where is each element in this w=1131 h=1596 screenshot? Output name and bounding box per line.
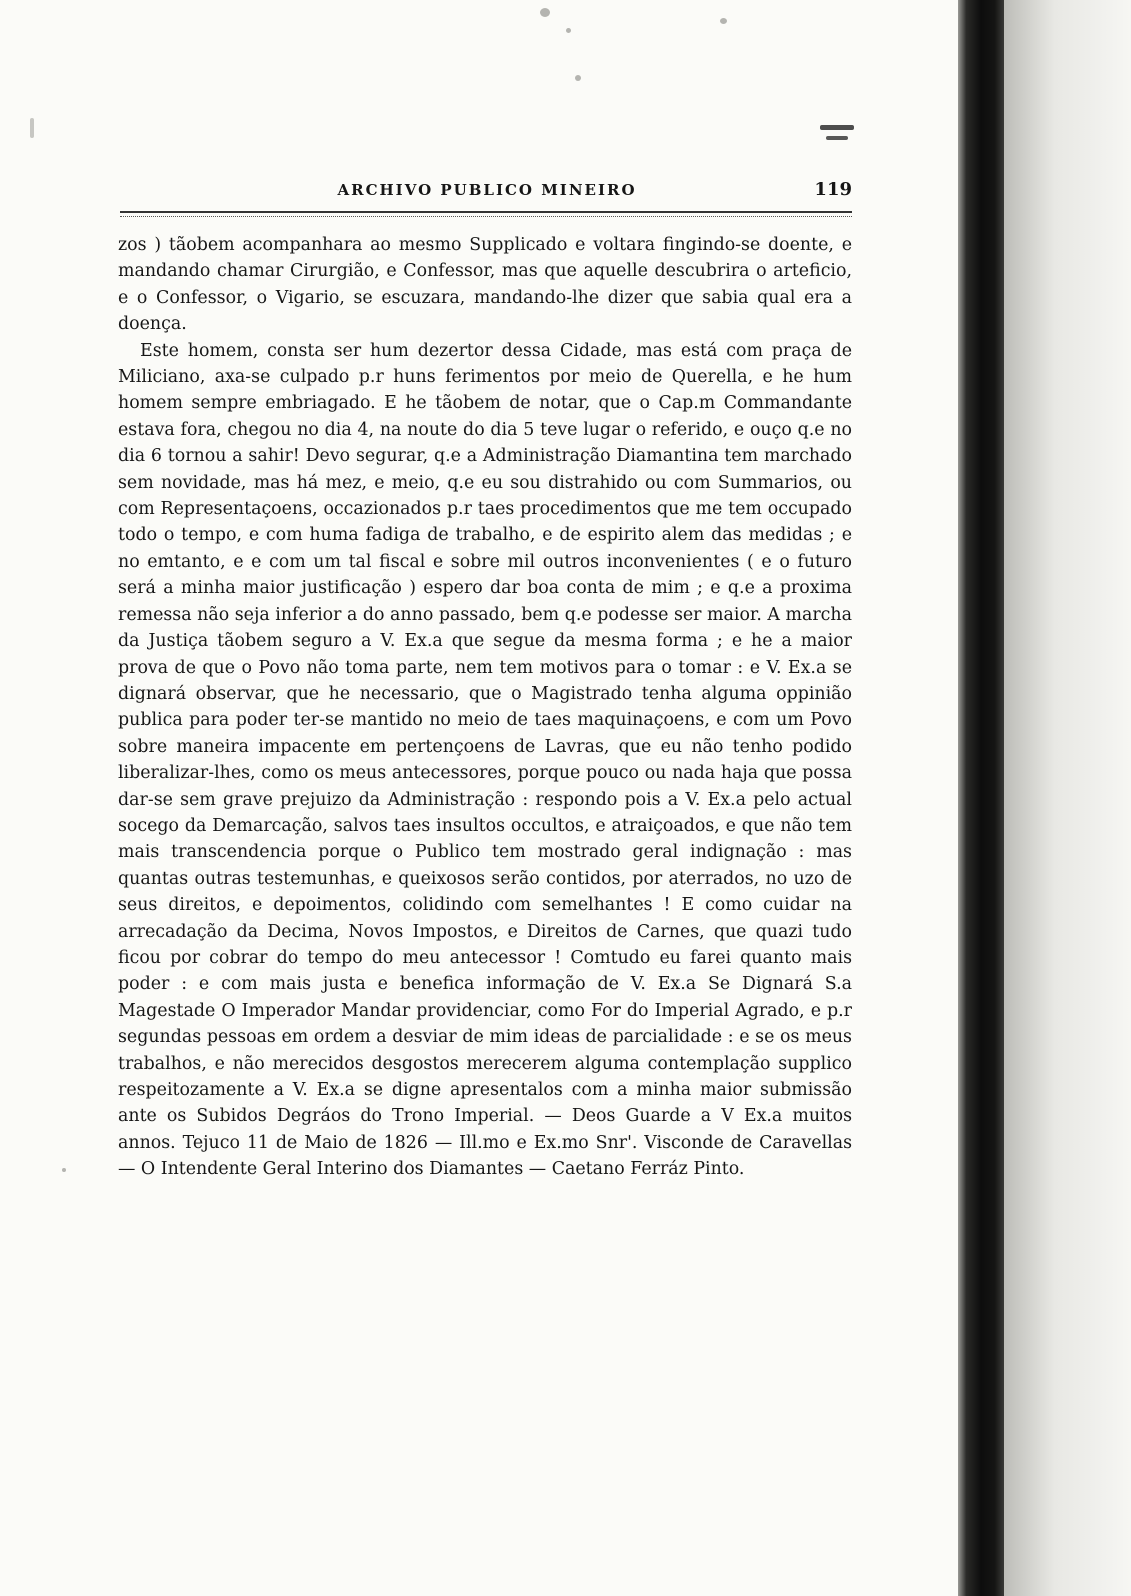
paragraph: Este homem, consta ser hum dezertor dessa Cidade, mas está com praça de Miliciano, axa-se culpado p.r huns ferimentos por meio de Querella, e he hum homem sempre embriagado. E he tãobem de notar, que o Cap.m Commandante estava fora, chegou no dia 4, na noute do dia 5 teve lugar o referido, e ouço q.e no dia 6 tornou a sahir! Devo segurar, q.e a Administração Diamantina tem marchado sem novidade, mas há mez, e meio, q.e eu sou distrahido ou com Summarios, ou com Representaçoens, occazionados p.r taes procedimentos que me tem occupado todo o tempo, e com huma fadiga de trabalho, e de espirito alem das medidas ; e no emtanto, e e com um tal fiscal e sobre mil outros inconvenientes ( e o futuro será a minha maior justificação ) espero dar boa conta de mim ; e q.e a proxima remessa não seja inferior a do anno passado, bem q.e podesse ser maior. A marcha da Justiça tãobem seguro a V. Ex.a que segue da mesma forma ; e he a maior prova de que o Povo não toma parte, nem tem motivos para o tomar : e V. Ex.a se dignará observar, que he necessario, que o Magistrado tenha alguma oppinião publica para poder ter-se mantido no meio de taes maquinaçoens, e com um Povo sobre maneira impacente em pertençoens de Lavras, que eu não tenho podido liberalizar-lhes, como os meus antecessores, porque pouco ou nada haja que possa dar-se sem grave prejuizo da Administração : respondo pois a V. Ex.a pelo actual socego da Demarcação, salvos taes insultos occultos, e atraiçoados, e que não tem mais transcendencia porque o Publico tem mostrado geral indignação : mas quantas outras testemunhas, e queixosos serão contidos, por aterrados, no uzo de seus direitos, e depoimentos, colidindo com semelhantes ! E como cuidar na arrecadação da Decima, Novos Impostos, e Direitos de Carnes, que quazi tudo ficou por cobrar do tempo do meu antecessor ! Comtudo eu farei quanto mais poder : e com mais justa e benefica informação de V. Ex.a Se Dignará S.a Magestade O Imperador Mandar providenciar, como For do Imperial Agrado, e p.r segundas pessoas em ordem a desviar de mim ideas de parcialidade : e se os meus trabalhos, e não merecidos desgostos merecerem alguma contemplação supplico respeitozamente a V. Ex.a se digne apresentalos com a minha maior submissão ante os Subidos Degráos do Trono Imperial. — Deos Guarde a V Ex.a muitos annos. Tejuco 11 de Maio de 1826 — Ill.mo e Ex.mo Snr'. Visconde de Caravellas — O Intendente Geral Interino dos Diamantes — Caetano Ferráz Pinto. xyxy=(118,340,852,1180)
ink-speck xyxy=(820,125,854,130)
body-text xyxy=(118,232,852,1183)
page-header xyxy=(122,181,852,209)
paragraph-continued: zos ) tãobem acompanhara ao mesmo Supplicado e voltara fingindo-se doente, e mandando chamar Cirurgião, e Confessor, mas que aquelle descubrira o arteficio, e o Confessor, o Vigario, se escuzara, mandando-lhe dizer que sabia qual era a doença. xyxy=(118,235,852,335)
scan-margin xyxy=(1004,0,1131,1596)
ink-speck xyxy=(30,118,34,138)
page-number: 119 xyxy=(814,179,852,200)
book-spine-shadow xyxy=(958,0,1004,1596)
ink-speck xyxy=(720,18,727,24)
ink-speck xyxy=(575,75,581,81)
ink-speck xyxy=(540,8,550,17)
running-title: ARCHIVO PUBLICO MINEIRO xyxy=(337,181,637,199)
ink-speck xyxy=(826,136,848,140)
ink-speck xyxy=(62,1168,66,1172)
header-rule xyxy=(120,211,852,217)
ink-speck xyxy=(566,28,571,33)
